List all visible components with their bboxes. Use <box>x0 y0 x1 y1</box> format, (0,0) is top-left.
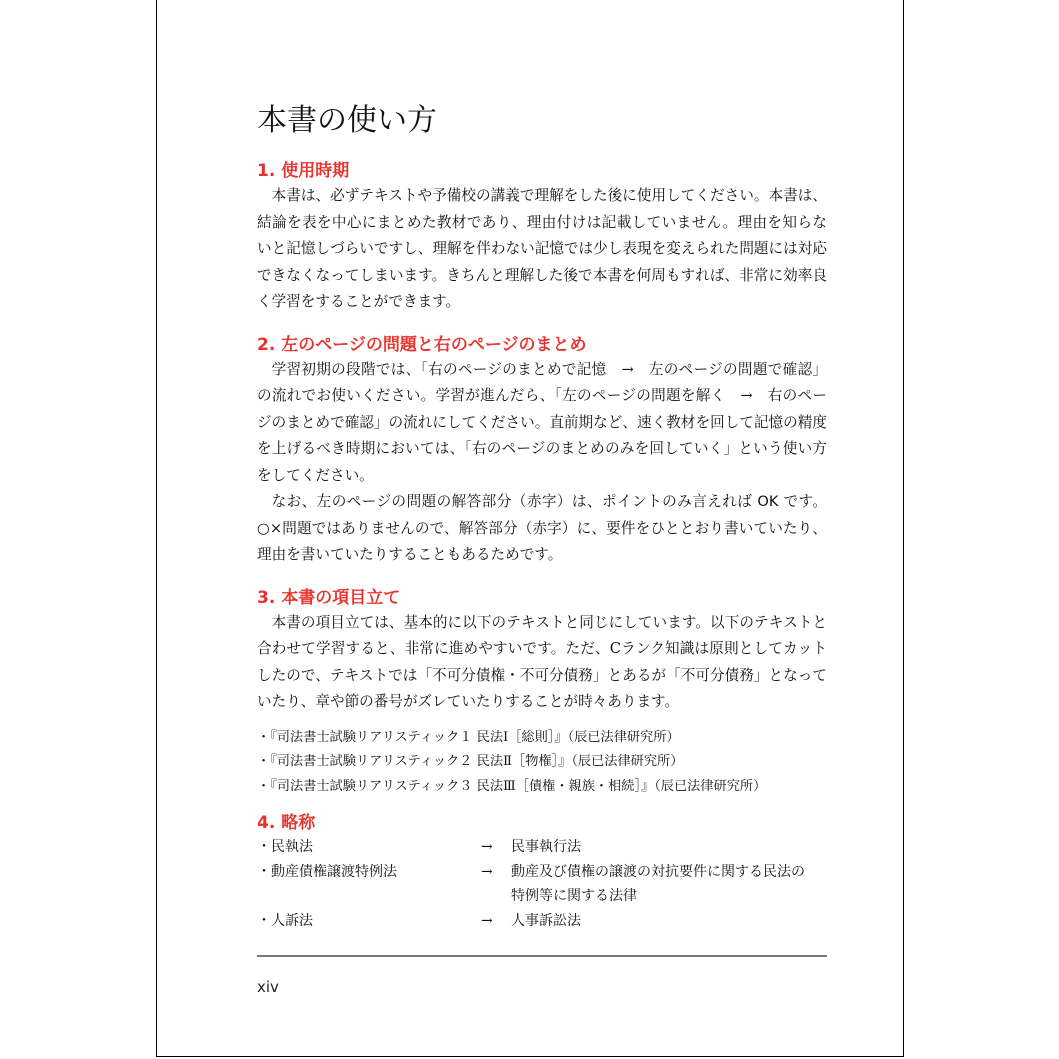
footer-rule <box>257 955 827 957</box>
emphasis-text: テキストや予備校の講義で理解をした後 <box>359 187 623 204</box>
table-row <box>257 860 827 909</box>
list-item: ・『司法書士試験リアリスティック３ 民法Ⅲ［債権・親族・相続］』（辰已法律研究所） <box>257 778 767 794</box>
section-2-paragraph-1: 学習初期の段階では、「右のページのまとめで記憶 → 左のページの問題で確認」の流れでお使いください。学習が進んだら、「左のページの問題を解く → 右のページのまとめで確認」の流れにしてください。直前期など、速く教材を回して記憶の精度を上げるべき時期においては、「右のページのまとめのみを回していく」という使い方をしてください。 <box>257 360 827 484</box>
section-3-paragraph: 本書の項目立ては、基本的に以下のテキストと同じにしています。以下のテキストと合わせて学習すると、非常に進めやすいです。ただ、Cランク知識は原則としてカットしたので、テキストでは「不可分債権・不可分債務」とあるが「不可分債務」となっていたり、章や節の番号がズレていたりすることが時々あります。 <box>257 613 827 710</box>
list-item: ・『司法書士試験リアリスティック２ 民法Ⅱ［物権］』（辰已法律研究所） <box>257 754 684 769</box>
abbreviation-short: ・動産債権譲渡特例法 <box>257 863 397 880</box>
emphasis-text: ポイントのみ言えれば OK <box>601 493 779 510</box>
reference-book-list <box>257 726 827 800</box>
abbreviation-table <box>257 835 827 933</box>
abbreviation-short: ・人訴法 <box>257 912 313 929</box>
list-item: ・『司法書士試験リアリスティック１ 民法Ⅰ［総則］』（辰已法律研究所） <box>257 729 680 745</box>
table-row <box>257 835 827 860</box>
page-title: 本書の使い方 <box>257 103 437 138</box>
abbreviation-full: 人事訴訟法 <box>511 912 581 929</box>
book-page <box>156 0 904 1057</box>
section-1-paragraph: 本書は、必ずテキストや予備校の講義で理解をした後に使用してください。本書は、結論を表を中心にまとめた教材であり、理由付けは記載していません。理由を知らないと記憶しづらいですし、理解を伴わない記憶では少し表現を変えられた問題には対応できなくなってしまいます。きちんと理解した後で本書を何周もすれば、非常に効率良く学習をすることができます。 <box>257 187 827 310</box>
section-heading-left-right-pages: 2. 左のページの問題と右のページのまとめ <box>257 334 587 355</box>
abbreviation-full: 民事執行法 <box>511 839 581 855</box>
section-heading-usage-timing: 1. 使用時期 <box>257 161 350 181</box>
abbreviation-full: 動産及び債権の譲渡の対抗要件に関する民法の特例等に関する法律 <box>511 863 805 904</box>
section-heading-abbreviations: 4. 略称 <box>257 813 316 833</box>
arrow-icon: → <box>481 863 493 880</box>
page-content <box>257 95 827 933</box>
arrow-icon: → <box>481 839 493 855</box>
abbreviation-short: ・民執法 <box>257 839 313 855</box>
table-row <box>257 909 827 934</box>
section-2-paragraph-2: なお、左のページの問題の解答部分（赤字）は、ポイントのみ言えれば OK です。○×問題ではありませんので、解答部分（赤字）に、要件をひととおり書いていたり、理由を書いていたりすることもあるためです。 <box>257 493 827 563</box>
page-number: xiv <box>257 978 279 996</box>
section-heading-structure: 3. 本書の項目立て <box>257 587 401 608</box>
arrow-icon: → <box>481 912 493 929</box>
